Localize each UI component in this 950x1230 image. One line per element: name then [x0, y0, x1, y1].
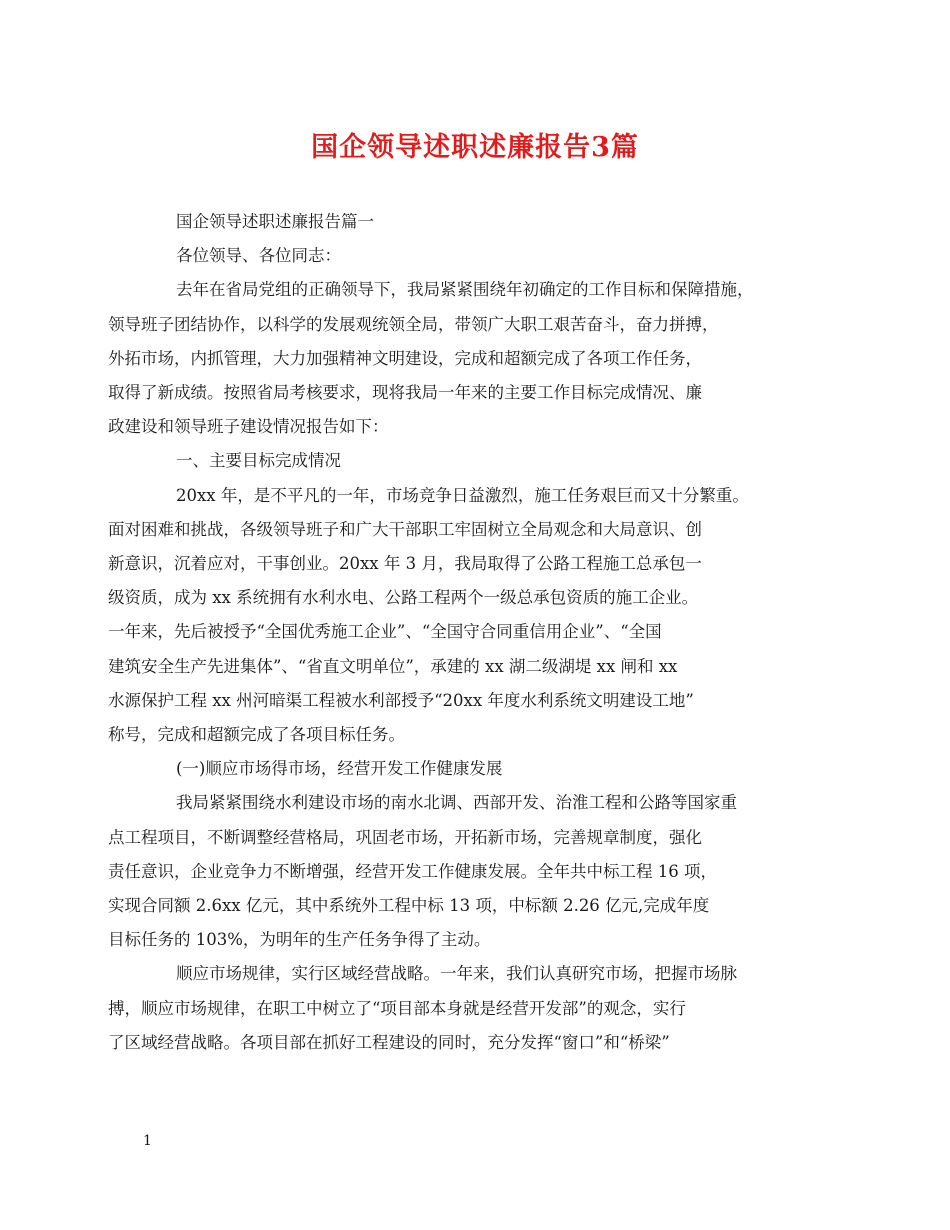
paragraph [142, 205, 818, 239]
paragraph [142, 444, 818, 478]
text-line: 面对困难和挑战，各级领导班子和广大干部职工牢固树立全局观念和大局意识、创 [108, 519, 702, 539]
text-line: 实现合同额 2.6xx 亿元，其中系统外工程中标 13 项，中标额 2.26 亿元,完成年度 [108, 896, 710, 916]
text-line: 去年在省局党组的正确领导下，我局紧紧围绕年初确定的工作目标和保障措施， [176, 280, 754, 300]
paragraph [108, 273, 818, 444]
text-line: 领导班子团结协作，以科学的发展观统领全局，带领广大职工艰苦奋斗，奋力拼搏， [108, 314, 719, 334]
paragraph [142, 752, 818, 786]
text-line: (一)顺应市场得市场，经营开发工作健康发展 [176, 759, 503, 779]
paragraph [108, 786, 818, 957]
text-line: 国企领导述职述廉报告篇一 [176, 212, 374, 231]
paragraph [142, 239, 818, 273]
text-line: 一、主要目标完成情况 [176, 451, 341, 471]
text-line: 建筑安全生产先进集体”、“省直文明单位”，承建的 xx 湖二级湖堤 xx 闸和 xx [108, 656, 678, 676]
text-line: 各位领导、各位同志： [176, 246, 341, 266]
text-line: 责任意识，企业竞争力不断增强，经营开发工作健康发展。全年共中标工程 16 项， [108, 861, 717, 881]
text-line: 我局紧紧围绕水利建设市场的南水北调、西部开发、治淮工程和公路等国家重 [176, 793, 737, 813]
text-line: 顺应市场规律，实行区域经营战略。一年来，我们认真研究市场，把握市场脉 [176, 964, 737, 984]
text-line: 称号，完成和超额完成了各项目标任务。 [108, 725, 405, 745]
page-number: 1 [143, 1133, 152, 1149]
document-title: 国企领导述职述廉报告3篇 [311, 132, 639, 163]
text-line: 目标任务的 103%，为明年的生产任务争得了主动。 [108, 930, 491, 950]
text-line: 水源保护工程 xx 州河暗渠工程被水利部授予“20xx 年度水利系统文明建设工地” [108, 690, 694, 710]
text-line: 点工程项目，不断调整经营格局，巩固老市场，开拓新市场，完善规章制度，强化 [108, 827, 702, 847]
text-line: 政建设和领导班子建设情况报告如下： [108, 417, 389, 437]
text-line: 20xx 年，是不平凡的一年，市场竞争日益激烈，施工任务艰巨而又十分繁重。 [176, 485, 749, 505]
text-line: 新意识，沉着应对，干事创业。20xx 年 3 月，我局取得了公路工程施工总承包一 [108, 554, 702, 574]
text-line: 取得了新成绩。按照省局考核要求，现将我局一年来的主要工作目标完成情况、廉 [108, 383, 702, 403]
document-body [108, 205, 818, 1060]
text-line: 外拓市场，内抓管理，大力加强精神文明建设，完成和超额完成了各项工作任务， [108, 348, 702, 368]
text-line: 了区域经营战略。各项目部在抓好工程建设的同时，充分发挥“窗口”和“桥梁” [108, 1032, 670, 1052]
paragraph [108, 479, 818, 753]
text-line: 级资质，成为 xx 系统拥有水利水电、公路工程两个一级总承包资质的施工企业。 [108, 588, 699, 608]
text-line: 一年来，先后被授予“全国优秀施工企业”、“全国守合同重信用企业”、“全国 [108, 622, 662, 642]
text-line: 搏，顺应市场规律，在职工中树立了“项目部本身就是经营开发部”的观念，实行 [108, 998, 686, 1018]
paragraph [108, 957, 818, 1060]
